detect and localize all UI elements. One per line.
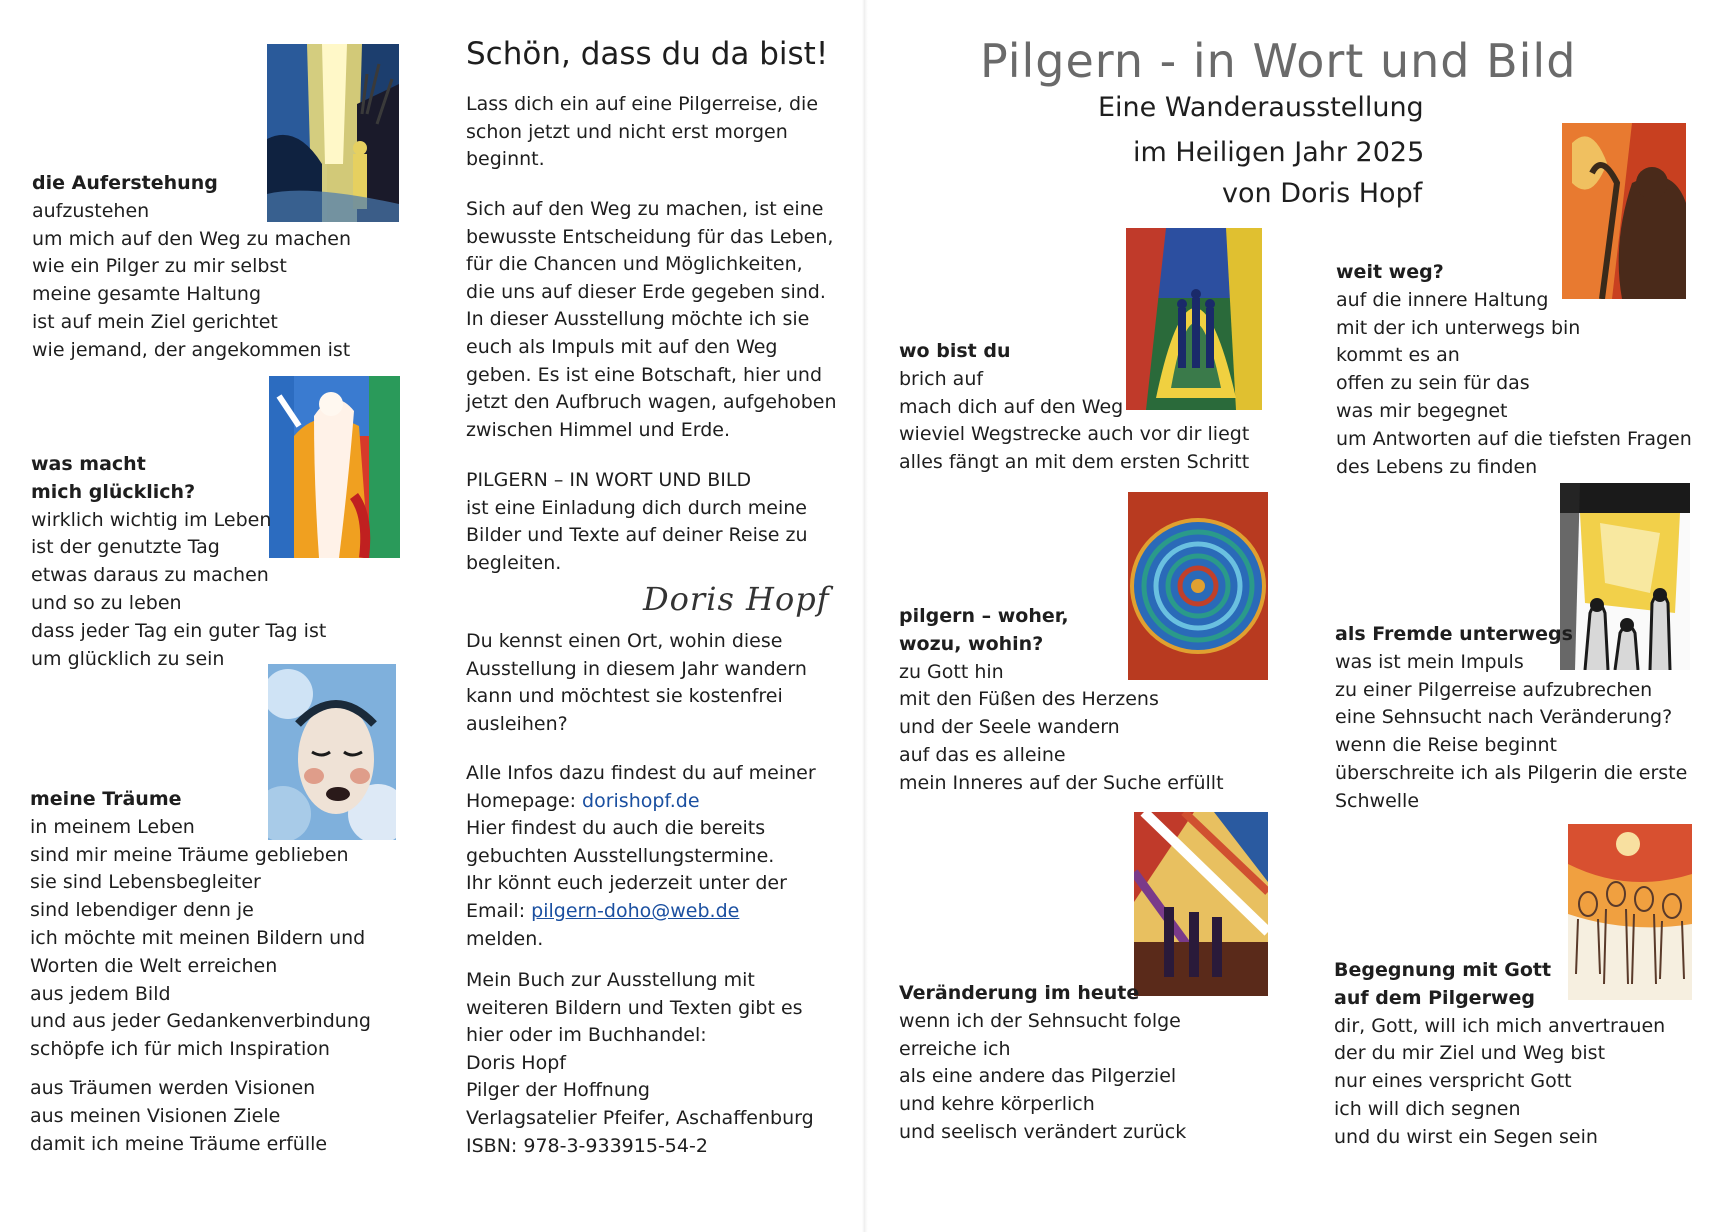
- poem-line: wie ein Pilger zu mir selbst: [32, 255, 287, 278]
- poem-line: ich will dich segnen: [1334, 1097, 1521, 1120]
- poem-line: der du mir Ziel und Weg bist: [1334, 1042, 1606, 1065]
- text-line: ist eine Einladung dich durch meine: [466, 496, 807, 519]
- poem-title: was macht: [31, 453, 146, 475]
- poem-title: auf dem Pilgerweg: [1334, 986, 1535, 1009]
- poem-line: auf die innere Haltung: [1336, 288, 1549, 311]
- poem-line: wenn ich der Sehnsucht folge: [899, 1009, 1181, 1032]
- subtitle-line: von Doris Hopf: [1222, 178, 1423, 209]
- text-line: ISBN: 978-3-933915-54-2: [466, 1134, 708, 1157]
- poem-line: damit ich meine Träume erfülle: [30, 1132, 328, 1155]
- poem-line: ist auf mein Ziel gerichtet: [32, 310, 278, 333]
- text-line: kann und möchtest sie kostenfrei: [466, 685, 783, 708]
- poem-line: mein Inneres auf der Suche erfüllt: [899, 771, 1224, 794]
- text-line: hier oder im Buchhandel:: [466, 1024, 707, 1047]
- text-line: Verlagsatelier Pfeifer, Aschaffenburg: [466, 1106, 814, 1129]
- poem-line: Worten die Welt erreichen: [30, 954, 278, 977]
- poem-line: und kehre körperlich: [899, 1093, 1095, 1116]
- poem-pilgrimage: [899, 603, 1224, 798]
- poem-title: pilgern – woher,: [899, 605, 1069, 627]
- poem-line: etwas daraus zu machen: [31, 564, 269, 587]
- poem-line: was ist mein Impuls: [1335, 650, 1524, 673]
- intro-paragraph-2: [466, 196, 846, 444]
- poem-line: zu Gott hin: [899, 660, 1004, 683]
- poem-line: mit der ich unterwegs bin: [1336, 316, 1581, 339]
- text-line: Sich auf den Weg zu machen, ist eine: [466, 198, 824, 220]
- poem-line: erreiche ich: [899, 1037, 1011, 1060]
- text-line: schon jetzt und nicht erst morgen: [466, 120, 788, 143]
- text-line: Bilder und Texte auf deiner Reise zu: [466, 524, 808, 547]
- poem-line: wenn die Reise beginnt: [1335, 734, 1557, 757]
- poem-line: mit den Füßen des Herzens: [899, 688, 1159, 711]
- poem-line: auf das es alleine: [899, 743, 1066, 766]
- poem-line: eine Sehnsucht nach Veränderung?: [1335, 706, 1673, 729]
- text-line: Doris Hopf: [466, 1051, 566, 1074]
- poem-title: die Auferstehung: [32, 172, 218, 194]
- text-line: Pilger der Hoffnung: [466, 1079, 650, 1102]
- intro-paragraph-1: [466, 91, 846, 174]
- subtitle-line: im Heiligen Jahr 2025: [1133, 137, 1425, 168]
- text-line: bewusste Entscheidung für das Leben,: [466, 225, 834, 248]
- text-line: Lass dich ein auf eine Pilgerreise, die: [466, 93, 819, 115]
- text-line: Ausstellung in diesem Jahr wandern: [466, 657, 807, 680]
- text-line: Hier findest du auch die bereits: [466, 817, 766, 840]
- email-link[interactable]: pilgern-doho@web.de: [531, 899, 740, 922]
- text-line: melden.: [466, 927, 544, 950]
- text-line: PILGERN – IN WORT UND BILD: [466, 469, 752, 491]
- text-line: geben. Es ist eine Botschaft, hier und: [466, 363, 822, 386]
- poem-title: mich glücklich?: [31, 480, 196, 503]
- poem-line: sie sind Lebensbegleiter: [30, 871, 261, 894]
- poem-line: in meinem Leben: [30, 815, 195, 838]
- text-line: Mein Buch zur Ausstellung mit: [466, 969, 755, 991]
- intro-paragraph-4: [466, 628, 846, 738]
- intro-paragraph-3: [466, 467, 846, 577]
- poem-resurrection: [32, 170, 351, 365]
- poem-line: zu einer Pilgerreise aufzubrechen: [1335, 678, 1653, 701]
- poem-line: sind lebendiger denn je: [30, 899, 254, 922]
- text-line: Du kennst einen Ort, wohin diese: [466, 630, 783, 652]
- poem-line: meine gesamte Haltung: [32, 283, 262, 306]
- poem-line: und so zu leben: [31, 591, 182, 614]
- poem-line: Schwelle: [1335, 789, 1420, 812]
- poem-line: ich möchte mit meinen Bildern und: [30, 926, 366, 949]
- poem-line: und der Seele wandern: [899, 716, 1120, 739]
- poem-line: wie jemand, der angekommen ist: [32, 338, 351, 361]
- poem-line: offen zu sein für das: [1336, 372, 1530, 395]
- poem-line: schöpfe ich für mich Inspiration: [30, 1038, 330, 1061]
- text-line: jetzt den Aufbruch wagen, aufgehoben: [466, 391, 837, 414]
- homepage-line: [466, 788, 846, 816]
- poem-line: was mir begegnet: [1336, 399, 1508, 422]
- text-line: ausleihen?: [466, 712, 568, 735]
- homepage-label: Homepage:: [466, 789, 576, 812]
- text-line: für die Chancen und Möglichkeiten,: [466, 253, 803, 276]
- email-line: [466, 898, 846, 926]
- poem-line: und seelisch verändert zurück: [899, 1120, 1187, 1143]
- text-line: begleiten.: [466, 551, 562, 574]
- text-line: weiteren Bildern und Texten gibt es: [466, 996, 803, 1019]
- poem-line: aufzustehen: [32, 199, 150, 222]
- text-line: Ihr könnt euch jederzeit unter der: [466, 872, 787, 895]
- text-line: gebuchten Ausstellungstermine.: [466, 844, 775, 867]
- poem-line: überschreite ich als Pilgerin die erste: [1335, 761, 1688, 784]
- poem-far-away: [1336, 259, 1692, 481]
- poem-where-are-you: [899, 338, 1249, 477]
- poem-line: als eine andere das Pilgerziel: [899, 1065, 1177, 1088]
- text-line: die uns auf dieser Erde gegeben sind.: [466, 280, 826, 303]
- signature: Doris Hopf: [643, 580, 830, 618]
- poem-line: um glücklich zu sein: [31, 647, 225, 670]
- poem-line: dass jeder Tag ein guter Tag ist: [31, 619, 327, 642]
- exhibition-title: Pilgern - in Wort und Bild: [980, 34, 1577, 88]
- poem-happiness: [31, 451, 326, 673]
- page-fold: [862, 0, 868, 1232]
- poem-line: aus meinen Visionen Ziele: [30, 1104, 281, 1127]
- text-line: In dieser Ausstellung möchte ich sie: [466, 308, 810, 331]
- poem-strangers: [1335, 621, 1687, 816]
- poem-line: mach dich auf den Weg: [899, 395, 1124, 418]
- poem-title: Veränderung im heute: [899, 982, 1140, 1004]
- poem-line: und aus jeder Gedankenverbindung: [30, 1010, 371, 1033]
- poem-line: alles fängt an mit dem ersten Schritt: [899, 451, 1250, 474]
- poem-line: wieviel Wegstrecke auch vor dir liegt: [899, 423, 1250, 446]
- intro-paragraph-6: [466, 967, 846, 1160]
- text-line: euch als Impuls mit auf den Weg: [466, 335, 778, 358]
- poem-title: wozu, wohin?: [899, 632, 1044, 655]
- subtitle-line: Eine Wanderausstellung: [1098, 92, 1424, 123]
- poem-title: wo bist du: [899, 340, 1011, 362]
- email-label: Email:: [466, 899, 526, 922]
- intro-paragraph-5: [466, 760, 846, 953]
- poem-title: weit weg?: [1336, 261, 1444, 283]
- poem-encounter: [1334, 957, 1665, 1152]
- poem-dreams: [30, 786, 371, 1158]
- poem-line: aus Träumen werden Visionen: [30, 1076, 316, 1099]
- poem-line: dir, Gott, will ich mich anvertrauen: [1334, 1014, 1666, 1037]
- homepage-link[interactable]: dorishopf.de: [582, 789, 700, 812]
- poem-line: des Lebens zu finden: [1336, 455, 1538, 478]
- text-line: zwischen Himmel und Erde.: [466, 418, 730, 441]
- poem-title: meine Träume: [30, 788, 182, 810]
- poem-line: kommt es an: [1336, 344, 1460, 367]
- poem-line: ist der genutzte Tag: [31, 536, 220, 559]
- poem-change: [899, 980, 1186, 1147]
- poem-line: um mich auf den Weg zu machen: [32, 227, 352, 250]
- poem-line: nur eines verspricht Gott: [1334, 1070, 1572, 1093]
- poem-title: Begegnung mit Gott: [1334, 959, 1552, 981]
- text-line: Alle Infos dazu findest du auf meiner: [466, 762, 816, 784]
- poem-line: um Antworten auf die tiefsten Fragen: [1336, 427, 1692, 450]
- painting-change: [1134, 812, 1268, 996]
- poem-line: brich auf: [899, 367, 984, 390]
- text-line: beginnt.: [466, 148, 545, 171]
- poem-line: und du wirst ein Segen sein: [1334, 1125, 1598, 1148]
- poem-line: aus jedem Bild: [30, 982, 171, 1005]
- poem-title: als Fremde unterwegs: [1335, 623, 1573, 645]
- poem-line: wirklich wichtig im Leben: [31, 508, 272, 531]
- intro-heading: Schön, dass du da bist!: [466, 36, 829, 72]
- poem-line: sind mir meine Träume geblieben: [30, 843, 349, 866]
